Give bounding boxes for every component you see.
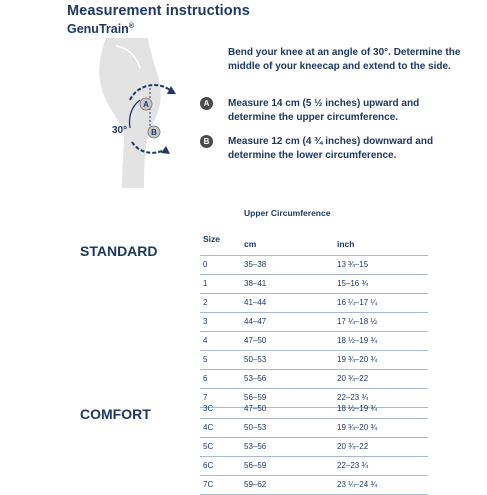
- table-row: [200, 419, 428, 438]
- standard-section-title: STANDARD: [80, 243, 158, 259]
- size-cell: 5: [203, 355, 208, 364]
- cm-cell: 41–44: [244, 298, 267, 307]
- cm-cell: 38–41: [244, 279, 267, 288]
- cm-cell: 53–56: [244, 442, 267, 451]
- size-cell: 6: [203, 374, 208, 383]
- cm-cell: 56–59: [244, 393, 267, 402]
- table-row: [200, 313, 428, 332]
- size-cell: 7C: [203, 480, 214, 489]
- cm-cell: 50–53: [244, 423, 267, 432]
- inch-cell: 18 ½–19 ¾: [337, 336, 378, 345]
- step-b-marker: B: [200, 135, 213, 148]
- table-row: [200, 351, 428, 370]
- table-row: [200, 476, 428, 495]
- product-name-text: GenuTrain: [67, 22, 129, 36]
- standard-size-table: [200, 255, 428, 408]
- size-cell: 5C: [203, 442, 214, 451]
- cm-cell: 56–59: [244, 461, 267, 470]
- inch-cell: 20 ¾–22: [337, 442, 369, 451]
- cm-cell: 44–47: [244, 317, 267, 326]
- angle-label: 30°: [112, 125, 128, 136]
- inch-cell: 13 ¾–15: [337, 260, 369, 269]
- inch-cell: 22–23 ¾: [337, 461, 369, 470]
- registered-mark: ®: [128, 22, 134, 30]
- inch-cell: 16 ¼–17 ¼: [337, 298, 378, 307]
- step-a-text: Measure 14 cm (5 ½ inches) upward and determine the upper circumference.: [228, 98, 420, 123]
- size-cell: 1: [203, 279, 208, 288]
- size-cell: 3: [203, 317, 208, 326]
- size-cell: 7: [203, 393, 208, 402]
- size-cell: 0: [203, 260, 208, 269]
- size-column-heading: Size: [203, 234, 221, 244]
- product-name: [67, 22, 134, 36]
- cm-cell: 59–62: [244, 480, 267, 489]
- table-row: [200, 438, 428, 457]
- step-b-text: Measure 12 cm (4 ¾ inches) downward and determine the lower circumference.: [228, 136, 434, 161]
- size-cell: 4C: [203, 423, 214, 432]
- inch-cell: 15–16 ¾: [337, 279, 369, 288]
- cm-cell: 53–56: [244, 374, 267, 383]
- inch-cell: 23 ¼–24 ¾: [337, 480, 378, 489]
- point-a-label: A: [143, 100, 149, 109]
- size-cell: 3C: [203, 404, 214, 413]
- knee-illustration: [88, 38, 200, 188]
- table-row: [200, 255, 428, 275]
- inch-cell: 22–23 ¾: [337, 393, 369, 402]
- table-row: [200, 332, 428, 351]
- inch-cell: 19 ¾–20 ¾: [337, 355, 378, 364]
- cm-cell: 47–50: [244, 336, 267, 345]
- inch-cell: 19 ¾–20 ¾: [337, 423, 378, 432]
- page-title: Measurement instructions: [67, 3, 250, 19]
- cm-cell: 50–53: [244, 355, 267, 364]
- table-row: [200, 294, 428, 313]
- intro-instruction: Bend your knee at an angle of 30°. Determine the middle of your kneecap and extend to the side.: [228, 47, 461, 72]
- inch-cell: 17 ¼–18 ½: [337, 317, 378, 326]
- inch-cell: 18 ½–19 ¾: [337, 404, 378, 413]
- table-row: [200, 370, 428, 389]
- table-row: [200, 400, 428, 419]
- point-b-label: B: [151, 128, 157, 137]
- inch-column-heading: inch: [337, 239, 355, 249]
- size-cell: 2: [203, 298, 208, 307]
- table-row: [200, 275, 428, 294]
- comfort-section-title: COMFORT: [80, 406, 151, 422]
- size-cell: 6C: [203, 461, 214, 470]
- size-cell: 4: [203, 336, 208, 345]
- comfort-size-table: [200, 400, 428, 495]
- cm-cell: 35–38: [244, 260, 267, 269]
- cm-column-heading: cm: [244, 239, 257, 249]
- step-a-marker: A: [200, 97, 213, 110]
- table-row: [200, 457, 428, 476]
- cm-cell: 47–50: [244, 404, 267, 413]
- upper-circumference-heading: Upper Circumference: [244, 208, 331, 218]
- inch-cell: 20 ¾–22: [337, 374, 369, 383]
